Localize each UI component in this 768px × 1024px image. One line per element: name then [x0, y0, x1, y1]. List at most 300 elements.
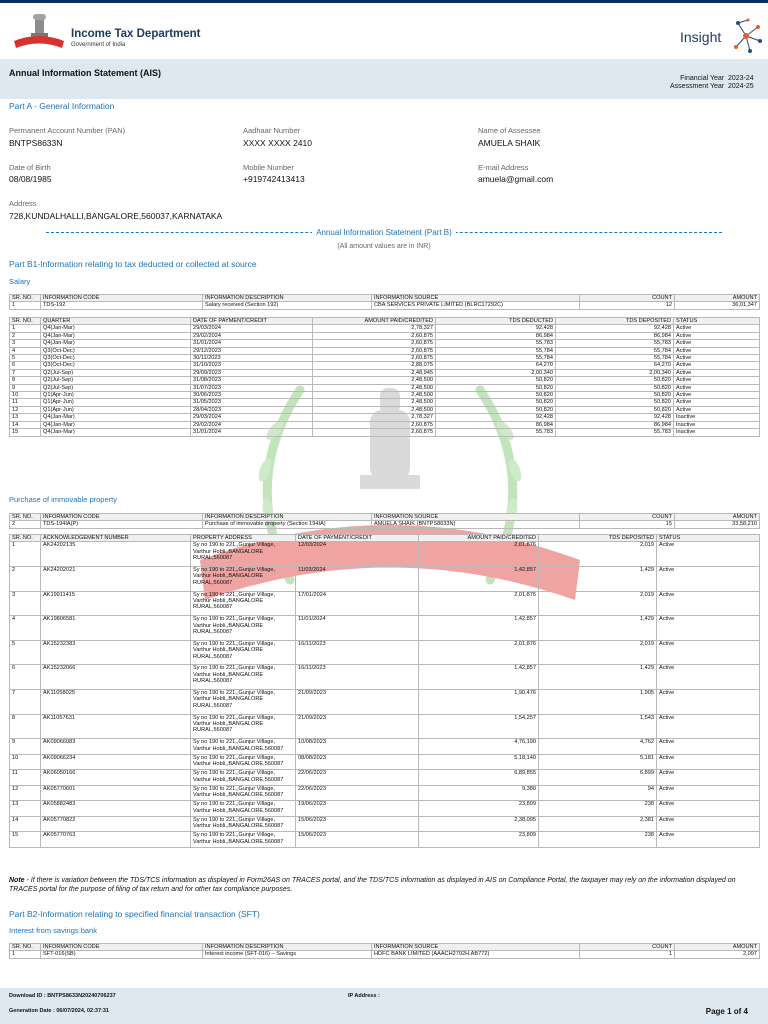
page-title: Annual Information Statement (AIS) — [9, 68, 162, 78]
table-cell: 15/06/2023 — [296, 816, 419, 832]
table-cell: Active — [657, 689, 760, 714]
table-row — [10, 521, 760, 528]
table-cell: TDS DEDUCTED — [436, 318, 556, 325]
table-cell: SR. NO. — [10, 318, 41, 325]
table-cell: Q1(Apr-Jun) — [41, 399, 191, 406]
table-cell: 1 — [10, 325, 41, 332]
table-row — [10, 429, 760, 436]
table-cell: 13 — [10, 801, 41, 817]
table-cell: INFORMATION SOURCE — [372, 295, 580, 302]
table-cell: 1 — [10, 542, 41, 567]
mobile-label: Mobile Number — [243, 163, 294, 172]
table-cell: 3 — [10, 591, 41, 616]
table-cell: Active — [657, 665, 760, 690]
table-cell: 55,784 — [436, 347, 556, 354]
table-cell: AK06050166 — [41, 770, 191, 786]
table-cell: 21/09/2023 — [296, 714, 419, 739]
table-cell: Active — [657, 801, 760, 817]
table-cell: 8 — [10, 714, 41, 739]
table-cell: 8 — [10, 377, 41, 384]
table-cell: Sy no 190 to 221,,Gunjur Village, Varthur Hobli,,BANGALORE,560087 — [191, 754, 296, 770]
table-cell: 9 — [10, 739, 41, 755]
table-cell: 1,429 — [539, 567, 657, 592]
table-cell: 1,905 — [539, 689, 657, 714]
table-row — [10, 832, 760, 848]
government-name: Government of India — [71, 42, 126, 48]
table-cell: Active — [657, 832, 760, 848]
page-header — [0, 3, 768, 59]
table-row — [10, 754, 760, 770]
table-cell: 9,380 — [419, 785, 539, 801]
table-cell: AMOUNT PAID/CREDITED — [313, 318, 436, 325]
table-cell: Active — [657, 616, 760, 641]
table-cell: PROPERTY ADDRESS — [191, 535, 296, 542]
table-cell: 50,820 — [436, 384, 556, 391]
table-cell: Interest income (SFT-016) – Savings — [203, 951, 372, 958]
table-cell: AMOUNT — [675, 295, 760, 302]
table-cell: 1 — [580, 951, 675, 958]
table-cell: 2 — [10, 567, 41, 592]
table-cell: AK11058025 — [41, 689, 191, 714]
table-row — [10, 801, 760, 817]
table-cell: 2,78,327 — [313, 325, 436, 332]
insight-label: Insight — [680, 29, 722, 45]
note-text: - If there is variation between the TDS/TCS information as displayed in Form26AS on TRACES portal, and the TDS/TCS information as displayed in AIS on Compliance Portal, the taxpayer may rely on the information displayed on TRACES portal for the purpose of filing of tax return and for other tax compliance purposes. — [9, 877, 736, 893]
table-cell: Q2(Jul-Sep) — [41, 369, 191, 376]
table-cell: 92,428 — [436, 325, 556, 332]
table-row — [10, 362, 760, 369]
table-cell: Q4(Jan-Mar) — [41, 421, 191, 428]
table-cell: 2,60,875 — [313, 355, 436, 362]
table-cell: AK09066083 — [41, 739, 191, 755]
table-cell: 12 — [10, 785, 41, 801]
address-label: Address — [9, 199, 37, 208]
table-cell: Active — [657, 714, 760, 739]
table-cell: 5,181 — [539, 754, 657, 770]
table-cell: COUNT — [580, 944, 675, 951]
table-cell: 22/06/2023 — [296, 770, 419, 786]
table-cell: Sy no 190 to 221,,Gunjur Village, Varthur Hobli,,BANGALORE RURAL,560087 — [191, 689, 296, 714]
table-cell: CBA SERVICES PRIVATE LIMITED (BLRC17292C) — [372, 302, 580, 309]
table-cell: 11 — [10, 770, 41, 786]
table-cell: INFORMATION CODE — [41, 514, 203, 521]
table-row — [10, 951, 760, 958]
table-cell: Active — [674, 392, 760, 399]
table-row — [10, 332, 760, 339]
table-cell: SR. NO. — [10, 535, 41, 542]
table-cell: Active — [674, 340, 760, 347]
table-cell: Sy no 190 to 221,,Gunjur Village, Varthur Hobli,,BANGALORE RURAL,560087 — [191, 714, 296, 739]
table-cell: AK05770763 — [41, 832, 191, 848]
table-cell: 10 — [10, 392, 41, 399]
table-cell: INFORMATION DESCRIPTION — [203, 944, 372, 951]
table-cell: 2,01,876 — [419, 542, 539, 567]
table-cell: 2,097 — [675, 951, 760, 958]
table-cell: 55,784 — [556, 347, 674, 354]
name-value: AMUELA SHAIK — [478, 138, 541, 148]
table-cell: 6,89,855 — [419, 770, 539, 786]
table-cell: 29/12/2023 — [191, 347, 313, 354]
table-cell: SR. NO. — [10, 944, 41, 951]
table-cell: AK24202135 — [41, 542, 191, 567]
table-cell: Q3(Oct-Dec) — [41, 355, 191, 362]
table-row — [10, 399, 760, 406]
table-row — [10, 392, 760, 399]
table-cell: 86,984 — [556, 332, 674, 339]
generation-date: Generation Date : 06/07/2024, 02:37:31 — [9, 1008, 109, 1014]
email-label: E-mail Address — [478, 163, 529, 172]
property-heading: Purchase of immovable property — [9, 495, 117, 504]
table-cell: 7 — [10, 689, 41, 714]
table-cell: 11/03/2024 — [296, 567, 419, 592]
table-cell: 14 — [10, 421, 41, 428]
table-cell: Active — [674, 347, 760, 354]
table-cell: 2,019 — [539, 591, 657, 616]
table-cell: AMOUNT PAID/CREDITED — [419, 535, 539, 542]
table-cell: 4 — [10, 616, 41, 641]
table-cell: 9 — [10, 384, 41, 391]
table-cell: 31/01/2024 — [191, 429, 313, 436]
table-cell: 50,820 — [436, 406, 556, 413]
table-cell: 31/05/2023 — [191, 399, 313, 406]
table-cell: Sy no 190 to 221,,Gunjur Village, Varthur Hobli,,BANGALORE RURAL,560087 — [191, 567, 296, 592]
table-cell: 2,88,075 — [313, 362, 436, 369]
table-cell: 92,428 — [436, 414, 556, 421]
table-cell: 2,48,500 — [313, 399, 436, 406]
table-cell: AK19806581 — [41, 616, 191, 641]
part-a-title: Part A - General Information — [9, 101, 115, 111]
table-cell: Active — [657, 785, 760, 801]
ip-address: IP Address : — [348, 993, 380, 999]
table-cell: 50,820 — [436, 392, 556, 399]
table-cell: Active — [674, 377, 760, 384]
table-cell: 2,01,876 — [419, 640, 539, 665]
table-cell: QUARTER — [41, 318, 191, 325]
table-cell: 50,820 — [436, 377, 556, 384]
table-cell: 23,809 — [419, 832, 539, 848]
table-cell: 6 — [10, 362, 41, 369]
table-cell: Inactive — [674, 429, 760, 436]
part-b2-title: Part B2-Information relating to specified financial transaction (SFT) — [9, 909, 260, 919]
table-cell: Q1(Apr-Jun) — [41, 392, 191, 399]
salary-heading: Salary — [9, 277, 31, 286]
table-cell: 31/08/2023 — [191, 377, 313, 384]
table-cell: 19/06/2023 — [296, 801, 419, 817]
table-row — [10, 591, 760, 616]
table-row — [10, 640, 760, 665]
table-row — [10, 414, 760, 421]
table-cell: Inactive — [674, 421, 760, 428]
table-row — [10, 421, 760, 428]
table-cell: 31/10/2023 — [191, 362, 313, 369]
table-cell: 15 — [580, 521, 675, 528]
table-row — [10, 739, 760, 755]
table-cell: 2,48,500 — [313, 384, 436, 391]
table-cell: Active — [674, 325, 760, 332]
table-cell: 6 — [10, 665, 41, 690]
table-cell: Q4(Jan-Mar) — [41, 340, 191, 347]
table-cell: AK24202021 — [41, 567, 191, 592]
table-cell: 50,820 — [436, 399, 556, 406]
table-cell: 92,428 — [556, 414, 674, 421]
page-number: Page 1 of 4 — [705, 1007, 748, 1016]
table-row — [10, 355, 760, 362]
property-summary-table — [9, 513, 760, 529]
table-cell: 14 — [10, 816, 41, 832]
table-cell: 13 — [10, 414, 41, 421]
table-cell: AK09066234 — [41, 754, 191, 770]
assessment-year-label: Assessment Year — [670, 83, 725, 90]
table-cell: Q2(Jul-Sep) — [41, 377, 191, 384]
table-row — [10, 567, 760, 592]
table-cell: AK05770601 — [41, 785, 191, 801]
table-cell: 15 — [10, 429, 41, 436]
salary-summary-table — [9, 294, 760, 310]
table-cell: 55,783 — [556, 429, 674, 436]
table-cell: Sy no 190 to 221,,Gunjur Village, Varthur Hobli,,BANGALORE,560087 — [191, 832, 296, 848]
table-cell: 16/11/2023 — [296, 665, 419, 690]
table-cell: 5 — [10, 355, 41, 362]
table-cell: 2,38,095 — [419, 816, 539, 832]
table-cell: 29/09/2023 — [191, 369, 313, 376]
table-cell: 1,429 — [539, 616, 657, 641]
table-cell: AK19911415 — [41, 591, 191, 616]
table-row — [10, 347, 760, 354]
table-cell: 2,48,500 — [313, 392, 436, 399]
table-cell: Sy no 190 to 221,,Gunjur Village, Varthur Hobli,,BANGALORE RURAL,560087 — [191, 542, 296, 567]
table-cell: 2,00,340 — [436, 369, 556, 376]
table-cell: 50,820 — [556, 384, 674, 391]
table-cell: Q3(Oct-Dec) — [41, 362, 191, 369]
table-row — [10, 770, 760, 786]
title-band — [0, 59, 768, 99]
table-row — [10, 616, 760, 641]
table-cell: 17/01/2024 — [296, 591, 419, 616]
table-cell: 2,00,340 — [556, 369, 674, 376]
table-cell: 3 — [10, 340, 41, 347]
table-cell: 55,783 — [556, 340, 674, 347]
table-cell: COUNT — [580, 295, 675, 302]
table-cell: 16/11/2023 — [296, 640, 419, 665]
table-cell: Active — [657, 770, 760, 786]
table-cell: 1,90,476 — [419, 689, 539, 714]
table-cell: 50,820 — [556, 399, 674, 406]
pan-label: Permanent Account Number (PAN) — [9, 126, 126, 135]
table-cell: Q4(Jan-Mar) — [41, 429, 191, 436]
table-cell: Q4(Jan-Mar) — [41, 414, 191, 421]
address-value: 728,KUNDALHALLI,BANGALORE,560037,KARNATAKA — [9, 211, 223, 221]
table-cell: Active — [674, 399, 760, 406]
table-cell: 15 — [10, 832, 41, 848]
table-cell: Q4(Jan-Mar) — [41, 332, 191, 339]
table-cell: Active — [674, 362, 760, 369]
table-cell: Active — [657, 754, 760, 770]
part-b-title — [0, 228, 768, 237]
table-cell: AK15232383 — [41, 640, 191, 665]
table-cell: INFORMATION DESCRIPTION — [203, 295, 372, 302]
table-cell: 2,78,327 — [313, 414, 436, 421]
table-cell: 1,543 — [539, 714, 657, 739]
table-cell: 50,820 — [556, 377, 674, 384]
emblem-icon — [12, 11, 66, 53]
download-id: Download ID : BNTPS8633N20240706237 — [9, 993, 116, 999]
assessment-year: 2024-25 — [728, 83, 754, 90]
table-cell: SR. NO. — [10, 295, 41, 302]
table-row — [10, 340, 760, 347]
table-cell: Active — [657, 567, 760, 592]
table-cell: 5,18,140 — [419, 754, 539, 770]
mobile-value: +919742413413 — [243, 174, 305, 184]
table-cell: Salary received (Section 192) — [203, 302, 372, 309]
table-cell: AMUELA SHAIK (BNTPS8633N) — [372, 521, 580, 528]
table-cell: 2,019 — [539, 542, 657, 567]
department-name: Income Tax Department — [71, 28, 201, 40]
table-cell: 6,899 — [539, 770, 657, 786]
table-cell: 1,429 — [539, 665, 657, 690]
table-cell: 2,60,875 — [313, 421, 436, 428]
table-cell: AK05882483 — [41, 801, 191, 817]
table-cell: DATE OF PAYMENT/CREDIT — [191, 318, 313, 325]
table-cell: 1 — [10, 302, 41, 309]
table-cell: 08/08/2023 — [296, 754, 419, 770]
email-value: amuela@gmail.com — [478, 174, 554, 184]
table-cell: 5 — [10, 640, 41, 665]
savings-heading: Interest from savings bank — [9, 926, 97, 935]
table-cell: Sy no 190 to 221,,Gunjur Village, Varthur Hobli,,BANGALORE RURAL,560087 — [191, 640, 296, 665]
table-header-row — [10, 318, 760, 325]
table-header-row — [10, 514, 760, 521]
part-b1-title: Part B1-Information relating to tax deducted or collected at source — [9, 259, 257, 269]
table-cell: TDS DEPOSITED — [556, 318, 674, 325]
table-row — [10, 785, 760, 801]
table-cell: 2,60,875 — [313, 340, 436, 347]
table-cell: Sy no 190 to 221,,Gunjur Village, Varthur Hobli,,BANGALORE,560087 — [191, 801, 296, 817]
table-cell: 238 — [539, 832, 657, 848]
table-cell: Q2(Jul-Sep) — [41, 384, 191, 391]
table-cell: INFORMATION DESCRIPTION — [203, 514, 372, 521]
table-cell: 29/03/2024 — [191, 414, 313, 421]
table-cell: 36,01,347 — [675, 302, 760, 309]
table-cell: 50,820 — [556, 406, 674, 413]
table-cell: 11 — [10, 399, 41, 406]
year-info — [670, 75, 758, 91]
table-header-row — [10, 535, 760, 542]
table-row — [10, 369, 760, 376]
table-cell: 1,54,257 — [419, 714, 539, 739]
table-cell: Active — [657, 591, 760, 616]
table-cell: 30/11/2023 — [191, 355, 313, 362]
table-cell: 92,428 — [556, 325, 674, 332]
table-cell: Active — [674, 355, 760, 362]
table-cell: TDS-194IA(P) — [41, 521, 203, 528]
table-cell: 2 — [10, 521, 41, 528]
sft-summary-table — [9, 943, 760, 959]
table-cell: 4 — [10, 347, 41, 354]
table-cell: 55,784 — [556, 355, 674, 362]
table-cell: 28/04/2023 — [191, 406, 313, 413]
table-cell: 2,48,500 — [313, 406, 436, 413]
table-cell: 64,270 — [436, 362, 556, 369]
table-cell: COUNT — [580, 514, 675, 521]
table-cell: ACKNOWLEDGEMENT NUMBER — [41, 535, 191, 542]
table-cell: Active — [674, 406, 760, 413]
table-cell: 1,42,857 — [419, 665, 539, 690]
table-cell: Active — [674, 384, 760, 391]
table-cell: 12/03/2024 — [296, 542, 419, 567]
table-cell: 1,42,857 — [419, 567, 539, 592]
table-cell: 1,42,857 — [419, 616, 539, 641]
table-cell: 10/08/2023 — [296, 739, 419, 755]
table-cell: 94 — [539, 785, 657, 801]
table-cell: 4,762 — [539, 739, 657, 755]
table-cell: 2,48,945 — [313, 369, 436, 376]
table-cell: 50,820 — [556, 392, 674, 399]
table-cell: INFORMATION CODE — [41, 944, 203, 951]
table-cell: 12 — [10, 406, 41, 413]
table-cell: 29/03/2024 — [191, 325, 313, 332]
table-cell: STATUS — [674, 318, 760, 325]
table-cell: 1 — [10, 951, 41, 958]
salary-detail-table — [9, 317, 760, 437]
table-cell: 30/06/2023 — [191, 392, 313, 399]
table-cell: 2,60,875 — [313, 332, 436, 339]
table-cell: 2,60,875 — [313, 347, 436, 354]
table-row — [10, 377, 760, 384]
table-cell: 86,984 — [436, 421, 556, 428]
amount-note: (All amount values are in INR) — [337, 243, 431, 250]
table-row — [10, 542, 760, 567]
table-cell: Sy no 190 to 221,,Gunjur Village, Varthur Hobli,,BANGALORE RURAL,560087 — [191, 665, 296, 690]
table-cell: Active — [674, 369, 760, 376]
table-cell: INFORMATION CODE — [41, 295, 203, 302]
table-cell: 23,809 — [419, 801, 539, 817]
aadhaar-value: XXXX XXXX 2410 — [243, 138, 312, 148]
table-cell: Active — [657, 739, 760, 755]
table-row — [10, 384, 760, 391]
table-cell: 55,783 — [436, 429, 556, 436]
financial-year-label: Financial Year — [680, 75, 725, 82]
table-cell: 33,58,210 — [675, 521, 760, 528]
dob-label: Date of Birth — [9, 163, 51, 172]
table-cell: AK15232066 — [41, 665, 191, 690]
table-cell: AMOUNT — [675, 514, 760, 521]
dob-value: 08/08/1985 — [9, 174, 52, 184]
table-cell: 55,784 — [436, 355, 556, 362]
table-cell: INFORMATION SOURCE — [372, 514, 580, 521]
table-cell: Active — [657, 542, 760, 567]
table-row — [10, 816, 760, 832]
table-cell: SR. NO. — [10, 514, 41, 521]
table-row — [10, 302, 760, 309]
table-row — [10, 325, 760, 332]
table-header-row — [10, 944, 760, 951]
table-cell: Active — [657, 640, 760, 665]
table-cell: Sy no 190 to 221,,Gunjur Village, Varthur Hobli,,BANGALORE,560087 — [191, 770, 296, 786]
pan-value: BNTPS8633N — [9, 138, 63, 148]
table-cell: 11/01/2024 — [296, 616, 419, 641]
table-cell: 2,019 — [539, 640, 657, 665]
table-cell: 2,381 — [539, 816, 657, 832]
table-cell: SFT-016(SB) — [41, 951, 203, 958]
table-cell: 2,48,500 — [313, 377, 436, 384]
insight-network-icon — [728, 17, 764, 55]
table-cell: Sy no 190 to 221,,Gunjur Village, Varthur Hobli,,BANGALORE,560087 — [191, 816, 296, 832]
table-cell: Sy no 190 to 221,,Gunjur Village, Varthur Hobli,,BANGALORE,560087 — [191, 739, 296, 755]
table-cell: 29/02/2024 — [191, 332, 313, 339]
table-cell: STATUS — [657, 535, 760, 542]
table-cell: 12 — [580, 302, 675, 309]
table-cell: AMOUNT — [675, 944, 760, 951]
